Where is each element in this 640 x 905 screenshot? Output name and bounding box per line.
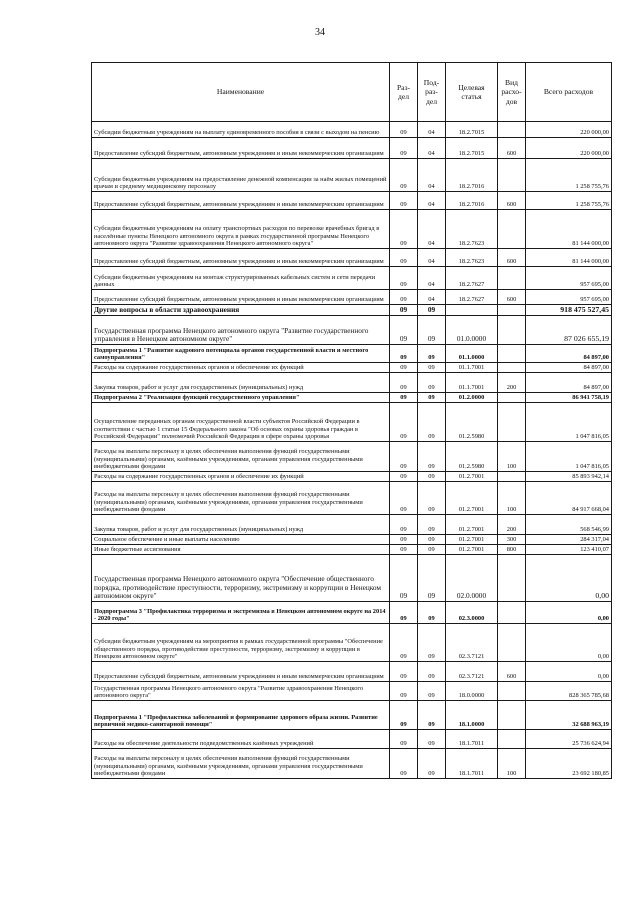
row-expense-type: 600: [498, 192, 526, 210]
row-section: 09: [390, 472, 418, 482]
row-target-article: 02.3.7121: [446, 624, 498, 662]
row-name: Закупка товаров, работ и услуг для государственных (муниципальных) нужд: [92, 373, 390, 393]
row-expense-type: 100: [498, 442, 526, 472]
row-section: 09: [390, 249, 418, 267]
table-row: [92, 210, 612, 249]
header-target-article: Целевая статья: [446, 63, 498, 122]
row-target-article: 18.1.7011: [446, 730, 498, 749]
row-name: Предоставление субсидий бюджетным, автономным учреждениям и иным некоммерческим организациям: [92, 138, 390, 159]
row-target-article: 01.1.0000: [446, 345, 498, 363]
row-target-article: [446, 305, 498, 316]
row-target-article: 18.1.7011: [446, 749, 498, 779]
row-expense-type: 600: [498, 249, 526, 267]
row-subsection: 09: [418, 482, 446, 515]
table-row: [92, 122, 612, 138]
row-target-article: 02.3.7121: [446, 662, 498, 682]
row-target-article: 01.2.7001: [446, 515, 498, 535]
row-total: 918 475 527,45: [526, 305, 612, 316]
row-total: 828 365 785,68: [526, 682, 612, 701]
row-target-article: 01.0.0000: [446, 316, 498, 345]
row-name: Расходы на содержание государственных органов и обеспечение их функций: [92, 363, 390, 373]
table-row: [92, 624, 612, 662]
row-target-article: 18.2.7015: [446, 122, 498, 138]
row-subsection: 09: [418, 555, 446, 602]
row-name: Расходы на выплаты персоналу в целях обеспечения выполнения функций государственными (муниципальными) органами, казёнными учреждениями, органами управления государственными внебюджетными фондами: [92, 749, 390, 779]
table-row: [92, 442, 612, 472]
row-name: Расходы на обеспечение деятельности подведомственных казённых учреждений: [92, 730, 390, 749]
row-expense-type: [498, 730, 526, 749]
row-subsection: 09: [418, 403, 446, 442]
row-total: 84 897,00: [526, 363, 612, 373]
row-subsection: 04: [418, 267, 446, 290]
row-total: 0,00: [526, 662, 612, 682]
table-row: [92, 138, 612, 159]
row-expense-type: 100: [498, 749, 526, 779]
row-total: 84 897,00: [526, 345, 612, 363]
row-total: 25 736 624,94: [526, 730, 612, 749]
row-subsection: 09: [418, 373, 446, 393]
row-subsection: 04: [418, 249, 446, 267]
row-section: 09: [390, 345, 418, 363]
row-target-article: 02.3.0000: [446, 602, 498, 624]
row-target-article: 18.1.0000: [446, 701, 498, 730]
table-row: [92, 682, 612, 701]
table-row: [92, 749, 612, 779]
table-header-row: [92, 63, 612, 122]
header-name: Наименование: [92, 63, 390, 122]
row-name: Осуществление переданных органам государственной власти субъектов Российской Федерации в соответствии с частью 1 статьи 15 Федерального закона "Об основах охраны здоровья граждан в Российской Федерации" полномочий Российской Федерации в сфере охраны здоровья: [92, 403, 390, 442]
table-row: [92, 602, 612, 624]
row-target-article: 18.2.7627: [446, 267, 498, 290]
row-section: 09: [390, 545, 418, 555]
table-row: [92, 403, 612, 442]
row-total: 1 047 816,05: [526, 442, 612, 472]
row-total: 1 258 755,76: [526, 192, 612, 210]
table-row: [92, 393, 612, 403]
row-total: 1 047 816,05: [526, 403, 612, 442]
row-section: 09: [390, 730, 418, 749]
row-target-article: 18.2.7623: [446, 210, 498, 249]
table-row: [92, 662, 612, 682]
row-name: Подпрограмма 1 "Профилактика заболеваний и формирование здорового образа жизни. Развитие первичной медико-санитарной помощи": [92, 701, 390, 730]
row-total: 123 410,07: [526, 545, 612, 555]
row-section: 09: [390, 602, 418, 624]
row-section: 09: [390, 482, 418, 515]
row-name: Субсидии бюджетным учреждениям на монтаж структурированных кабельных систем и сети передачи данных: [92, 267, 390, 290]
row-name: Субсидии бюджетным учреждениям на мероприятия в рамках государственной программы "Обеспечение общественного порядка, противодействие преступности, терроризму, экстремизму и коррупции в Ненецком автономном округе": [92, 624, 390, 662]
row-target-article: 18.2.7016: [446, 159, 498, 192]
row-expense-type: [498, 267, 526, 290]
row-expense-type: [498, 159, 526, 192]
row-name: Государственная программа Ненецкого автономного округа "Развитие государственного управления в Ненецком автономном округе": [92, 316, 390, 345]
table-row: [92, 730, 612, 749]
row-expense-type: 800: [498, 545, 526, 555]
row-target-article: 01.2.7001: [446, 482, 498, 515]
row-target-article: 18.2.7627: [446, 290, 498, 305]
table-row: [92, 373, 612, 393]
row-section: 09: [390, 373, 418, 393]
row-name: Иные бюджетные ассигнования: [92, 545, 390, 555]
row-expense-type: [498, 305, 526, 316]
row-section: 09: [390, 159, 418, 192]
row-name: Субсидии бюджетным учреждениям на выплату единовременного пособия в связи с выходом на пенсию: [92, 122, 390, 138]
budget-table: [91, 62, 612, 779]
row-target-article: 02.0.0000: [446, 555, 498, 602]
row-name: Подпрограмма 1 "Развитие кадрового потенциала органов государственной власти и местного самоуправления": [92, 345, 390, 363]
row-total: 81 144 000,00: [526, 249, 612, 267]
row-total: 0,00: [526, 624, 612, 662]
row-expense-type: [498, 403, 526, 442]
row-subsection: 04: [418, 138, 446, 159]
row-target-article: 01.2.5980: [446, 442, 498, 472]
row-expense-type: [498, 210, 526, 249]
table-row: [92, 159, 612, 192]
row-subsection: 09: [418, 545, 446, 555]
row-total: 23 692 180,85: [526, 749, 612, 779]
row-total: 0,00: [526, 602, 612, 624]
row-expense-type: [498, 122, 526, 138]
row-subsection: 09: [418, 701, 446, 730]
row-target-article: 18.2.7015: [446, 138, 498, 159]
row-target-article: 18.2.7623: [446, 249, 498, 267]
row-target-article: 18.0.0000: [446, 682, 498, 701]
row-total: 1 258 755,76: [526, 159, 612, 192]
row-subsection: 09: [418, 305, 446, 316]
row-subsection: 09: [418, 316, 446, 345]
row-expense-type: 200: [498, 515, 526, 535]
row-total: 87 026 655,19: [526, 316, 612, 345]
row-total: 85 893 942,14: [526, 472, 612, 482]
row-target-article: 01.1.7001: [446, 373, 498, 393]
row-section: 09: [390, 290, 418, 305]
row-section: 09: [390, 316, 418, 345]
row-subsection: 09: [418, 730, 446, 749]
table-row: [92, 545, 612, 555]
row-total: 86 941 758,19: [526, 393, 612, 403]
row-name: Предоставление субсидий бюджетным, автономным учреждениям и иным некоммерческим организациям: [92, 249, 390, 267]
row-subsection: 09: [418, 393, 446, 403]
row-total: 84 917 668,04: [526, 482, 612, 515]
row-subsection: 09: [418, 515, 446, 535]
row-section: 09: [390, 515, 418, 535]
row-name: Социальное обеспечение и иные выплаты населению: [92, 535, 390, 545]
row-subsection: 09: [418, 682, 446, 701]
table-row: [92, 472, 612, 482]
row-expense-type: 600: [498, 662, 526, 682]
table-row: [92, 482, 612, 515]
row-name: Субсидии бюджетным учреждениям на предоставление денежной компенсации за наём жилых помещений врачам и среднему медицинскому персоналу: [92, 159, 390, 192]
row-expense-type: [498, 472, 526, 482]
row-section: 09: [390, 682, 418, 701]
row-section: 09: [390, 393, 418, 403]
header-section: Раз- дел: [390, 63, 418, 122]
row-expense-type: [498, 555, 526, 602]
row-subsection: 09: [418, 749, 446, 779]
header-subsection: Под- раз- дел: [418, 63, 446, 122]
row-target-article: 01.2.7001: [446, 472, 498, 482]
row-total: 220 000,00: [526, 122, 612, 138]
row-subsection: 09: [418, 345, 446, 363]
row-name: Предоставление субсидий бюджетным, автономным учреждениям и иным некоммерческим организациям: [92, 290, 390, 305]
row-total: 568 546,99: [526, 515, 612, 535]
row-section: 09: [390, 624, 418, 662]
row-section: 09: [390, 555, 418, 602]
row-name: Закупка товаров, работ и услуг для государственных (муниципальных) нужд: [92, 515, 390, 535]
row-name: Другие вопросы в области здравоохранения: [92, 305, 390, 316]
row-expense-type: [498, 393, 526, 403]
row-total: 957 695,00: [526, 267, 612, 290]
row-subsection: 04: [418, 210, 446, 249]
row-expense-type: 100: [498, 482, 526, 515]
table-row: [92, 345, 612, 363]
row-section: 09: [390, 192, 418, 210]
row-subsection: 09: [418, 363, 446, 373]
table-row: [92, 192, 612, 210]
row-section: 09: [390, 535, 418, 545]
row-section: 09: [390, 701, 418, 730]
row-expense-type: [498, 602, 526, 624]
row-section: 09: [390, 403, 418, 442]
row-expense-type: [498, 316, 526, 345]
row-total: 32 688 963,19: [526, 701, 612, 730]
row-section: 09: [390, 442, 418, 472]
table-row: [92, 363, 612, 373]
row-name: Расходы на выплаты персоналу в целях обеспечения выполнения функций государственными (муниципальными) органами, казёнными учреждениями, органами управления государственными внебюджетными фондами: [92, 442, 390, 472]
row-subsection: 04: [418, 192, 446, 210]
row-expense-type: [498, 345, 526, 363]
row-name: Подпрограмма 3 "Профилактика терроризма и экстремизма в Ненецком автономном округе на 2014 - 2020 годы": [92, 602, 390, 624]
row-expense-type: 600: [498, 138, 526, 159]
row-target-article: 01.2.0000: [446, 393, 498, 403]
row-subsection: 09: [418, 535, 446, 545]
row-section: 09: [390, 210, 418, 249]
row-section: 09: [390, 305, 418, 316]
table-row: [92, 305, 612, 316]
row-total: 957 695,00: [526, 290, 612, 305]
row-total: 84 897,00: [526, 373, 612, 393]
row-subsection: 09: [418, 442, 446, 472]
row-section: 09: [390, 363, 418, 373]
row-target-article: 01.2.7001: [446, 545, 498, 555]
row-subsection: 04: [418, 159, 446, 192]
row-total: 81 144 000,00: [526, 210, 612, 249]
row-target-article: 01.2.7001: [446, 535, 498, 545]
table-row: [92, 701, 612, 730]
row-section: 09: [390, 122, 418, 138]
table-row: [92, 267, 612, 290]
row-name: Расходы на содержание государственных органов и обеспечение их функций: [92, 472, 390, 482]
row-expense-type: 300: [498, 535, 526, 545]
table-row: [92, 555, 612, 602]
row-total: 220 000,00: [526, 138, 612, 159]
row-subsection: 09: [418, 472, 446, 482]
page-number: 34: [315, 27, 325, 38]
row-total: 284 317,04: [526, 535, 612, 545]
row-subsection: 04: [418, 290, 446, 305]
row-section: 09: [390, 267, 418, 290]
table-row: [92, 535, 612, 545]
row-subsection: 09: [418, 662, 446, 682]
table-body: [92, 122, 612, 779]
row-total: 0,00: [526, 555, 612, 602]
row-subsection: 04: [418, 122, 446, 138]
header-expense-type: Вид расхо- дов: [498, 63, 526, 122]
row-section: 09: [390, 138, 418, 159]
row-expense-type: 200: [498, 373, 526, 393]
header-total-expenses: Всего расходов: [526, 63, 612, 122]
row-target-article: 01.2.5980: [446, 403, 498, 442]
row-name: Государственная программа Ненецкого автономного округа "Обеспечение общественного порядка, противодействие преступности, терроризму, экстремизму и коррупции в Ненецком автономном округе": [92, 555, 390, 602]
row-section: 09: [390, 749, 418, 779]
row-expense-type: 600: [498, 290, 526, 305]
row-subsection: 09: [418, 624, 446, 662]
row-name: Подпрограмма 2 "Реализация функций государственного управления": [92, 393, 390, 403]
row-name: Расходы на выплаты персоналу в целях обеспечения выполнения функций государственными (муниципальными) органами, казёнными учреждениями, органами управления государственными внебюджетными фондами: [92, 482, 390, 515]
table-row: [92, 290, 612, 305]
row-expense-type: [498, 701, 526, 730]
row-name: Предоставление субсидий бюджетным, автономным учреждениям и иным некоммерческим организациям: [92, 192, 390, 210]
row-expense-type: [498, 682, 526, 701]
table-row: [92, 249, 612, 267]
table-row: [92, 316, 612, 345]
row-name: Государственная программа Ненецкого автономного округа "Развитие здравоохранения Ненецкого автономного округа": [92, 682, 390, 701]
row-expense-type: [498, 363, 526, 373]
row-name: Предоставление субсидий бюджетным, автономным учреждениям и иным некоммерческим организациям: [92, 662, 390, 682]
row-target-article: 01.1.7001: [446, 363, 498, 373]
row-section: 09: [390, 662, 418, 682]
row-target-article: 18.2.7016: [446, 192, 498, 210]
row-name: Субсидии бюджетным учреждениям на оплату транспортных расходов по перевозке врачебных бригад в населённые пункты Ненецкого автономного округа в рамках государственной программы Ненецкого автономного округа "Развитие здравоохранения Ненецкого автономного округа": [92, 210, 390, 249]
row-expense-type: [498, 624, 526, 662]
row-subsection: 09: [418, 602, 446, 624]
table-row: [92, 515, 612, 535]
